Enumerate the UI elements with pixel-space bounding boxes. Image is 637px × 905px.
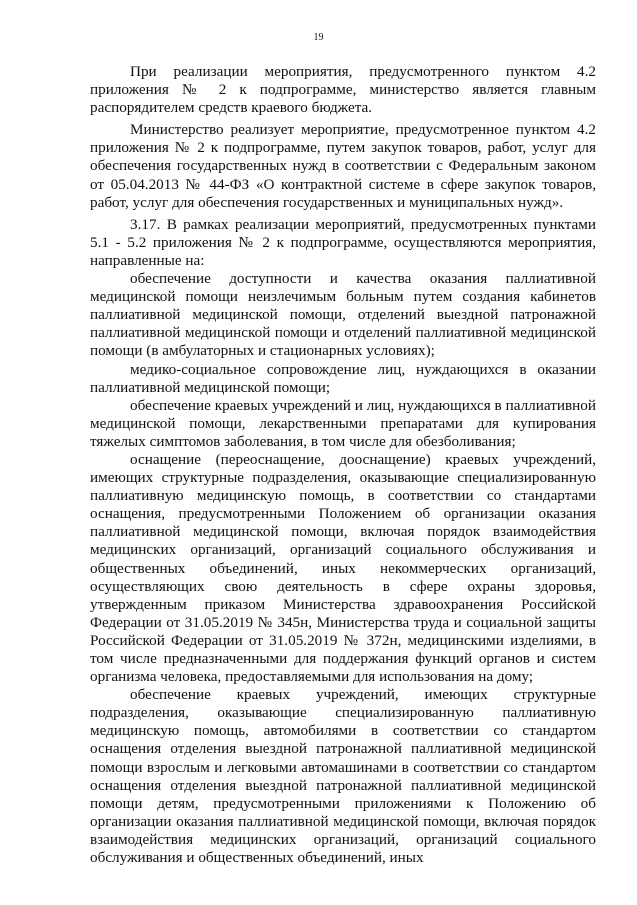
paragraph-section-3-17: 3.17. В рамках реализации мероприятий, предусмотренных пунктами 5.1 - 5.2 приложения № 2 к подпрограмме, осуществляются мероприятия, направленные на: — [90, 215, 596, 269]
document-body — [90, 63, 596, 867]
paragraph-palliative-access: обеспечение доступности и качества оказания паллиативной медицинской помощи неизлечимым больным путем создания кабинетов паллиативной медицинской помощи, отделений выездной патронажной паллиативной медицинской помощи и отделений паллиативной медицинской помощи (в амбулаторных и стационарных условиях); — [90, 270, 596, 360]
paragraph-main-distributor: При реализации мероприятия, предусмотренного пунктом 4.2 приложения № 2 к подпрограмме, министерство является главным распорядителем средств краевого бюджета. — [90, 63, 596, 117]
paragraph-procurement: Министерство реализует мероприятие, предусмотренное пунктом 4.2 приложения № 2 к подпрограмме, путем закупок товаров, работ, услуг для обеспечения государственных нужд в соответствии с Федеральным законом от 05.04.2013 № 44-ФЗ «О контрактной системе в сфере закупок товаров, работ, услуг для обеспечения государственных и муниципальных нужд». — [90, 121, 596, 211]
page-number: 19 — [313, 32, 324, 43]
paragraph-medication-supply: обеспечение краевых учреждений и лиц, нуждающихся в паллиативной медицинской помощи, лекарственными препаратами для купирования тяжелых симптомов заболевания, в том числе для обезболивания; — [90, 396, 596, 450]
paragraph-equipment: оснащение (переоснащение, дооснащение) краевых учреждений, имеющих структурные подразделения, оказывающие специализированную паллиативную медицинскую помощь, в соответствии со стандартами оснащения, предусмотренными Положением об организации оказания паллиативной медицинской помощи, включая порядок взаимодействия медицинских организаций, организаций социального обслуживания и общественных объединений, иных некоммерческих организаций, осуществляющих свою деятельность в сфере охраны здоровья, утвержденным приказом Министерства здравоохранения Российской Федерации от 31.05.2019 № 345н, Министерства труда и социальной защиты Российской Федерации от 31.05.2019 № 372н, медицинскими изделиями, в том числе предназначенными для поддержания функций органов и систем организма человека, предоставляемыми для использования на дому; — [90, 450, 596, 686]
paragraph-vehicles: обеспечение краевых учреждений, имеющих структурные подразделения, оказывающие специализированную паллиативную медицинскую помощь, автомобилями в соответствии со стандартом оснащения отделения выездной патронажной паллиативной медицинской помощи взрослым и легковыми автомашинами в соответствии со стандартом оснащения отделения выездной патронажной паллиативной медицинской помощи детям, предусмотренными приложениями к Положению об организации оказания паллиативной медицинской помощи, включая порядок взаимодействия медицинских организаций, организаций социального обслуживания и общественных объединений, иных — [90, 686, 596, 867]
paragraph-medical-social-support: медико-социальное сопровождение лиц, нуждающихся в оказании паллиативной медицинской помощи; — [90, 360, 596, 396]
